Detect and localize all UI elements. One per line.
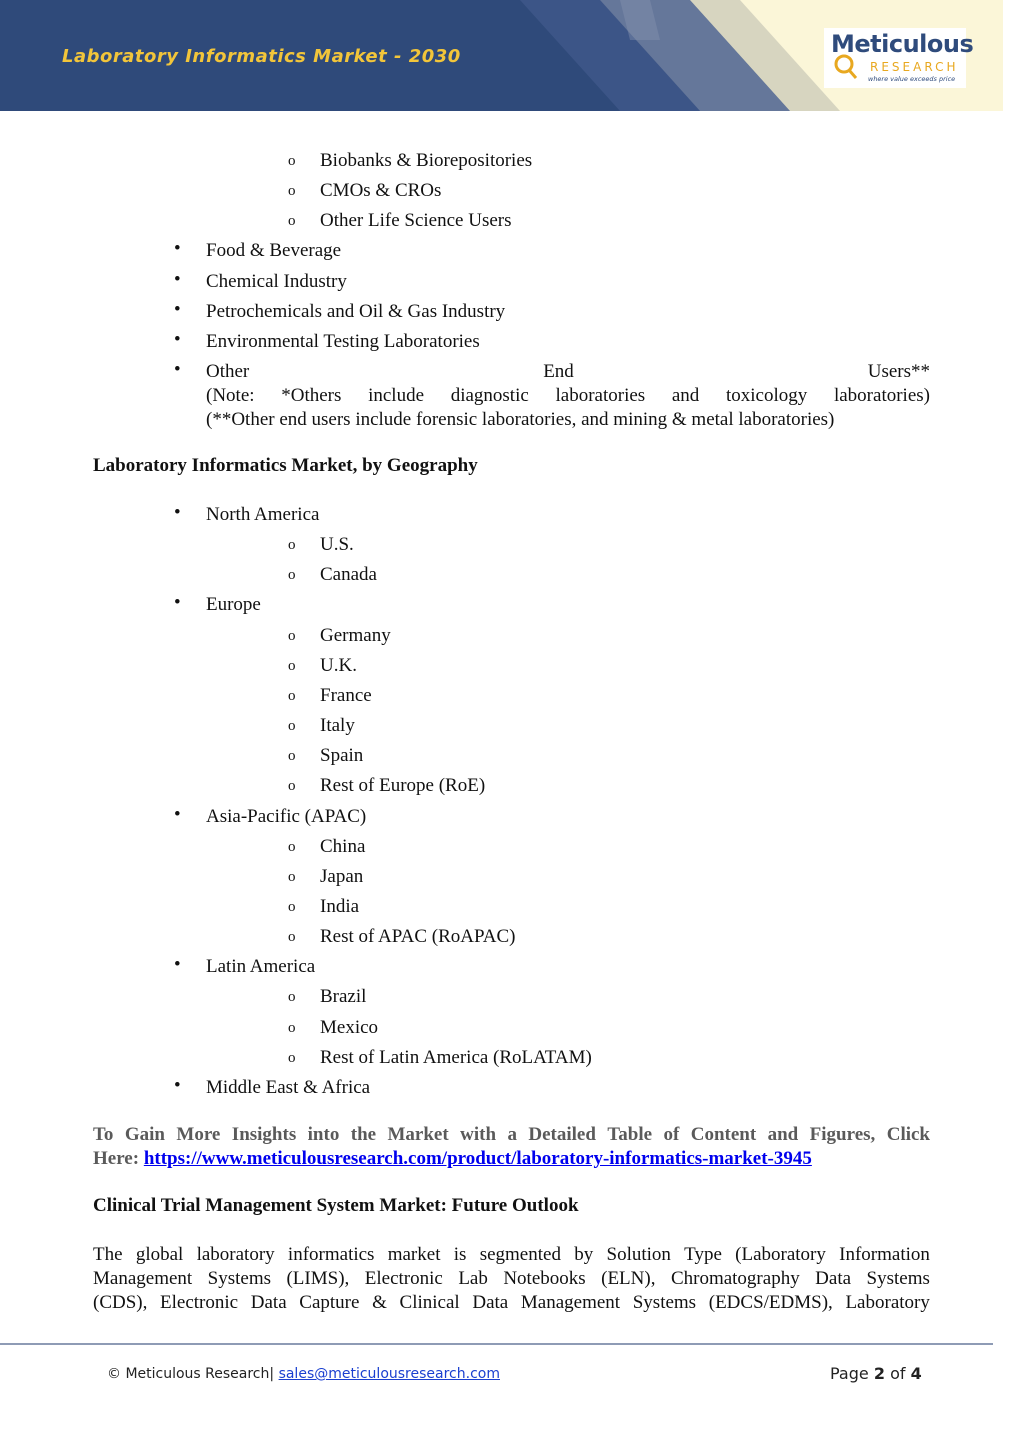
word: the: [350, 1124, 377, 1145]
list-item: India: [320, 895, 360, 917]
word: (LIMS),: [286, 1268, 350, 1289]
footer-divider: [0, 1343, 993, 1345]
list-item: Brazil: [320, 986, 367, 1008]
word: Electronic: [160, 1292, 239, 1313]
word: Systems: [207, 1268, 272, 1289]
word: (EDCS/EDMS),: [708, 1292, 833, 1313]
cta-link-line: [93, 1147, 930, 1171]
list-item: Other Life Science Users: [320, 210, 512, 232]
bullet-marker: •: [174, 954, 181, 976]
sub-bullet-marker: o: [288, 567, 296, 584]
sub-bullet-marker: o: [288, 183, 296, 200]
bullet-marker: •: [174, 1074, 181, 1096]
list-item: Canada: [320, 564, 377, 586]
word: Capture: [299, 1292, 360, 1313]
logo-name: Meticulous: [831, 30, 974, 58]
word: Users**: [867, 361, 930, 382]
word: toxicology: [726, 385, 808, 406]
page-number: [830, 1364, 922, 1383]
list-item: China: [320, 835, 366, 857]
sub-bullet-marker: o: [288, 898, 296, 915]
logo-tagline: where value exceeds price: [868, 75, 956, 83]
sub-bullet-marker: o: [288, 838, 296, 855]
sub-bullet-marker: o: [288, 778, 296, 795]
word: Click: [886, 1124, 930, 1145]
word: Table: [607, 1124, 653, 1145]
company-logo[interactable]: [824, 28, 974, 88]
word: Management: [93, 1268, 193, 1289]
magnifier-icon: [830, 54, 858, 82]
page-of: of: [890, 1364, 906, 1383]
word: Data: [250, 1292, 287, 1313]
list-item: Chemical Industry: [206, 270, 347, 292]
word: Data: [472, 1292, 509, 1313]
word: Electronic: [364, 1268, 443, 1289]
word: Gain: [124, 1124, 165, 1145]
word: Chromatography: [670, 1268, 800, 1289]
sub-bullet-marker: o: [288, 1019, 296, 1036]
sub-bullet-marker: o: [288, 153, 296, 169]
word: diagnostic: [450, 385, 529, 406]
header-title: Laboratory Informatics Market - 2030: [62, 46, 461, 67]
word: To: [93, 1124, 114, 1145]
list-item: Rest of Latin America (RoLATAM): [320, 1046, 592, 1068]
list-item: CMOs & CROs: [320, 180, 442, 202]
footer-copyright: [107, 1366, 500, 1382]
sub-bullet-marker: o: [288, 748, 296, 765]
geography-heading: Laboratory Informatics Market, by Geography: [93, 455, 478, 476]
word: laboratory: [196, 1244, 275, 1265]
list-item: Italy: [320, 715, 355, 737]
word: Systems: [632, 1292, 697, 1313]
word: with: [460, 1124, 497, 1145]
list-item: North America: [206, 504, 320, 525]
sub-bullet-marker: o: [288, 718, 296, 735]
word: laboratories: [555, 385, 646, 406]
list-item: Rest of Europe (RoE): [320, 775, 486, 797]
logo-sub: RESEARCH: [870, 60, 959, 74]
word: The: [93, 1244, 123, 1265]
list-item: Middle East & Africa: [206, 1076, 371, 1098]
sub-bullet-marker: o: [288, 868, 296, 885]
word: Content: [690, 1124, 757, 1145]
bullet-marker: •: [174, 328, 181, 350]
other-end-users-note-2: (**Other end users include forensic laboratories, and mining & metal laboratories): [206, 409, 835, 430]
cta-prefix: Here:: [93, 1148, 144, 1169]
page-header: [0, 0, 1003, 111]
word: (Note:: [206, 385, 255, 406]
word: into: [307, 1124, 340, 1145]
sub-bullet-marker: o: [288, 657, 296, 674]
word: and: [671, 385, 700, 406]
list-item: Asia-Pacific (APAC): [206, 805, 367, 827]
sub-bullet-marker: o: [288, 627, 296, 644]
word: by: [574, 1244, 594, 1265]
paragraph-line: [93, 1267, 930, 1291]
word: &: [372, 1292, 387, 1313]
list-item: Spain: [320, 745, 364, 767]
paragraph-line: [93, 1243, 930, 1267]
word: is: [453, 1244, 467, 1265]
product-link[interactable]: https://www.meticulousresearch.com/product/laboratory-informatics-market-3945: [143, 1148, 812, 1169]
cta-line: [93, 1123, 930, 1147]
list-item: Food & Beverage: [206, 240, 342, 262]
word: Management: [520, 1292, 621, 1313]
word: Clinical: [399, 1292, 460, 1313]
sub-bullet-marker: o: [288, 989, 296, 1006]
page-prefix: Page: [830, 1364, 869, 1383]
word: and: [767, 1124, 799, 1145]
email-link[interactable]: sales@meticulousresearch.com: [278, 1366, 500, 1382]
other-end-users-line: [206, 360, 930, 384]
word: of: [663, 1124, 680, 1145]
word: Systems: [866, 1268, 930, 1289]
list-item: Mexico: [320, 1016, 379, 1038]
word: Figures,: [809, 1124, 876, 1145]
word: Insights: [231, 1124, 297, 1145]
word: Market: [387, 1124, 449, 1145]
word: (Laboratory: [735, 1244, 826, 1265]
sub-bullet-marker: o: [288, 1049, 296, 1066]
word: laboratories): [833, 385, 930, 406]
word: *Others: [281, 385, 342, 406]
word: Notebooks: [503, 1268, 586, 1289]
list-item: Latin America: [206, 956, 316, 978]
list-item: Japan: [320, 865, 364, 887]
word: market: [387, 1244, 441, 1265]
list-item: Germany: [320, 624, 391, 646]
list-item: U.S.: [320, 534, 354, 556]
word: Solution: [606, 1244, 671, 1265]
list-item: Europe: [206, 594, 261, 616]
word: Data: [815, 1268, 852, 1289]
word: include: [368, 385, 425, 406]
sub-bullet-marker: o: [288, 537, 296, 554]
bullet-marker: •: [174, 359, 181, 380]
word: Other: [206, 361, 250, 382]
sub-bullet-marker: o: [288, 213, 296, 230]
page-current: 2: [873, 1364, 885, 1383]
word: More: [176, 1124, 221, 1145]
word: (ELN),: [601, 1268, 656, 1289]
bullet-marker: •: [174, 502, 181, 523]
bullet-marker: •: [174, 238, 181, 260]
sub-bullet-marker: o: [288, 929, 296, 946]
list-item: Rest of APAC (RoAPAC): [320, 926, 516, 948]
copyright-text: © Meticulous Research|: [107, 1366, 275, 1382]
bullet-marker: •: [174, 592, 181, 614]
list-item: France: [320, 684, 372, 706]
other-end-users-note: [206, 384, 930, 408]
word: Information: [839, 1244, 930, 1265]
word: informatics: [287, 1244, 375, 1265]
word: End: [543, 361, 574, 382]
word: (CDS),: [93, 1292, 148, 1313]
word: Type: [684, 1244, 722, 1265]
list-item: U.K.: [320, 654, 357, 676]
bullet-marker: •: [174, 298, 181, 320]
bullet-marker: •: [174, 803, 181, 825]
word: a: [507, 1124, 517, 1145]
sub-bullet-marker: o: [288, 687, 296, 704]
list-item: Biobanks & Biorepositories: [320, 150, 533, 171]
outlook-heading: Clinical Trial Management System Market: Future Outlook: [93, 1195, 579, 1216]
word: global: [135, 1244, 184, 1265]
page-total: 4: [910, 1364, 922, 1383]
word: Detailed: [528, 1124, 596, 1145]
paragraph-line: [93, 1291, 930, 1315]
word: segmented: [479, 1244, 561, 1265]
word: Lab: [458, 1268, 488, 1289]
bullet-marker: •: [174, 268, 181, 290]
list-item: Environmental Testing Laboratories: [206, 330, 480, 352]
list-item: Petrochemicals and Oil & Gas Industry: [206, 300, 506, 322]
word: Laboratory: [845, 1292, 930, 1313]
